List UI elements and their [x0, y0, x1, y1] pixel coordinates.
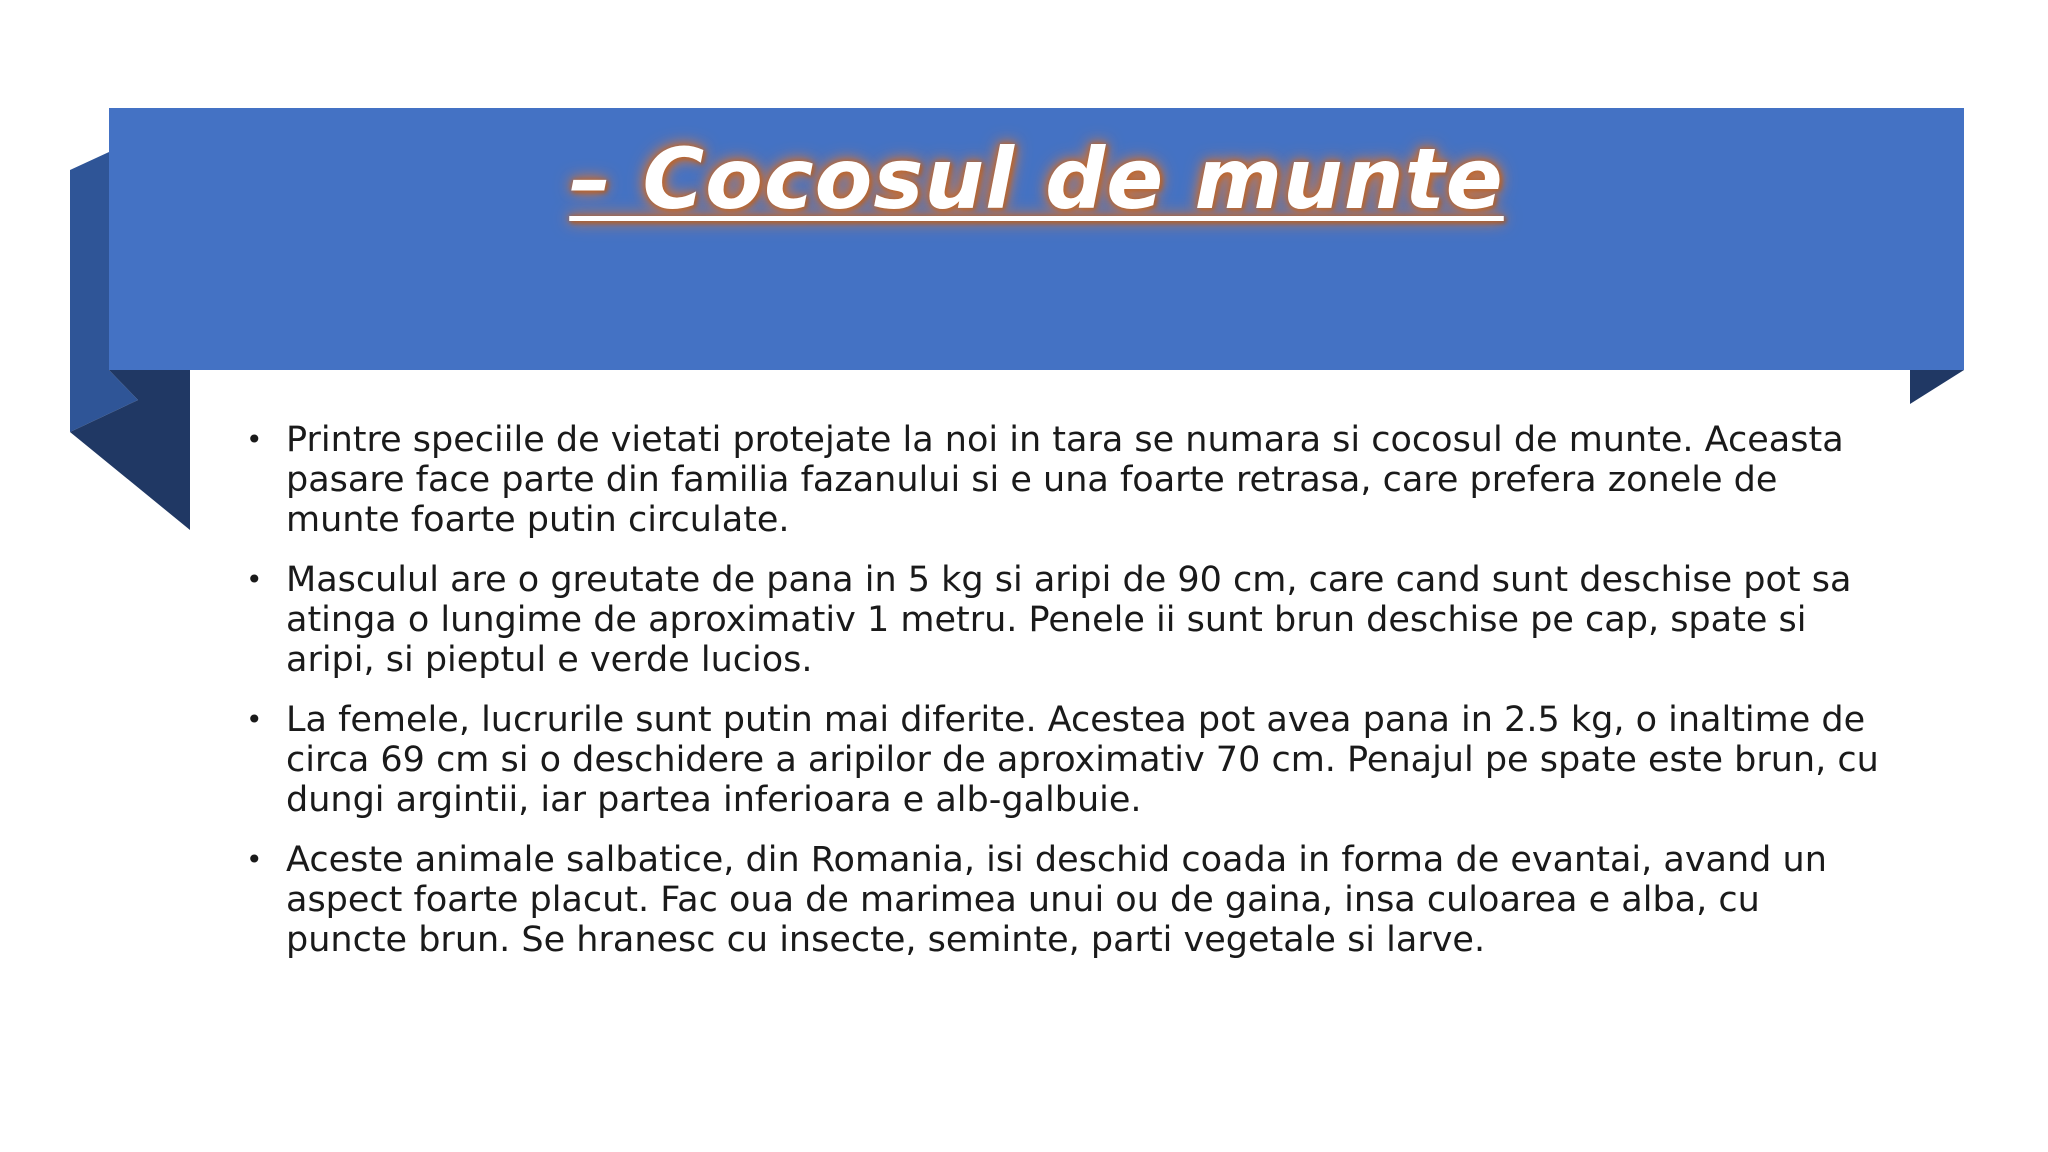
- bullet-item: [244, 700, 1884, 820]
- bullet-dot-icon: •: [246, 563, 263, 596]
- bullet-item: [244, 560, 1884, 680]
- bullet-text: La femele, lucrurile sunt putin mai diferite. Acestea pot avea pana in 2.5 kg, o inaltime de circa 69 cm si o deschidere a aripilor de aproximativ 70 cm. Penajul pe spate este brun, cu dungi argintii, iar partea inferioara e alb-galbuie.: [286, 700, 1879, 820]
- slide-title: – Cocosul de munte: [569, 130, 1504, 228]
- bullet-text: Masculul are o greutate de pana in 5 kg si aripi de 90 cm, care cand sunt deschise pot sa atinga o lungime de aproximativ 1 metru. Penele ii sunt brun deschise pe cap, spate si aripi, si pieptul e verde lucios.: [286, 560, 1852, 680]
- bullet-dot-icon: •: [246, 843, 263, 876]
- bullet-item: [244, 840, 1884, 960]
- bullet-text: Printre speciile de vietati protejate la noi in tara se numara si cocosul de munte. Aceasta pasare face parte din familia fazanului si e una foarte retrasa, care prefera zonele de munte foarte putin circulate.: [286, 420, 1844, 540]
- bullet-text: Aceste animale salbatice, din Romania, isi deschid coada in forma de evantai, avand un aspect foarte placut. Fac oua de marimea unui ou de gaina, insa culoarea e alba, cu puncte brun. Se hranesc cu insecte, seminte, parti vegetale si larve.: [286, 840, 1827, 960]
- bullet-dot-icon: •: [246, 423, 263, 456]
- bullet-dot-icon: •: [246, 703, 263, 736]
- bullet-item: [244, 420, 1884, 540]
- bullet-list: [244, 420, 1884, 980]
- ribbon-right-fold: [1910, 370, 1964, 404]
